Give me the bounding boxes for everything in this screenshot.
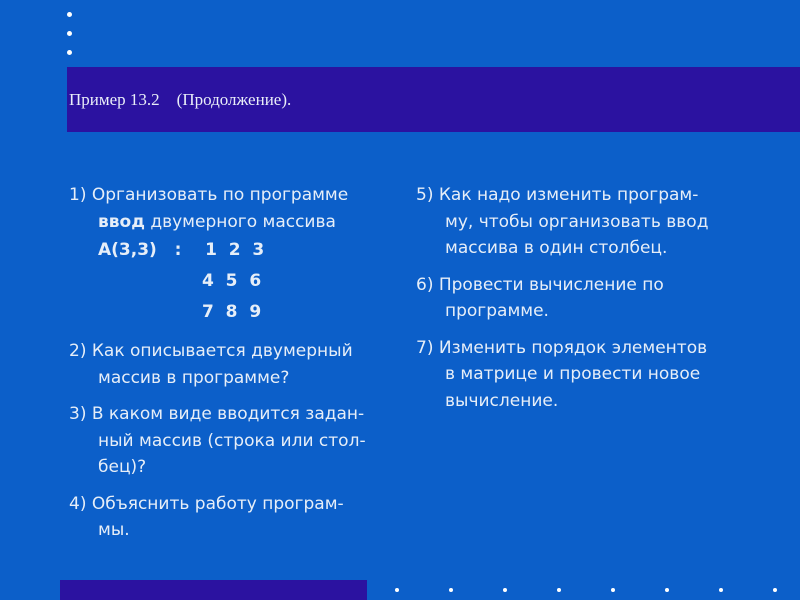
task-4-line-2: мы. <box>98 520 130 540</box>
task-3-line-2: ный массив (строка или стол- <box>98 430 366 451</box>
task-7-line-3: вычисление. <box>445 390 559 411</box>
task-3-line-3: бец)? <box>98 457 147 477</box>
bottom-bar <box>60 580 367 600</box>
task-item-4 <box>69 491 389 544</box>
task-item-3 <box>69 401 389 481</box>
decor-dot <box>449 588 453 592</box>
title-bar <box>67 67 800 132</box>
decor-dot <box>503 588 507 592</box>
matrix-row-3 <box>69 297 389 328</box>
task-7-line-2: в матрице и провести новое <box>445 364 701 384</box>
task-item-1 <box>69 182 389 328</box>
decor-dot <box>719 588 723 592</box>
decor-dot <box>773 588 777 592</box>
matrix-values-row-2: 4 5 6 <box>202 271 262 291</box>
task-5-line-1: 5) Как надо изменить програм- <box>416 185 699 205</box>
task-3-line-1: 3) В каком виде вводится задан- <box>69 404 365 424</box>
decorative-dots-bottom <box>395 588 800 596</box>
decor-dot <box>665 588 669 592</box>
task-2-line-2: массив в программе? <box>98 367 290 388</box>
right-column <box>416 182 776 424</box>
task-item-2 <box>69 338 389 391</box>
task-1-line-1: 1) Организовать по программе <box>69 185 349 205</box>
task-7-line-1: 7) Изменить порядок элементов <box>416 337 708 358</box>
task-item-6 <box>416 272 776 325</box>
task-item-5 <box>416 182 776 262</box>
decorative-dots-top <box>67 8 77 58</box>
matrix-row-1 <box>69 235 389 266</box>
matrix-label: А(3,3) : <box>98 240 182 260</box>
decor-dot <box>67 50 72 55</box>
slide-title: Пример 13.2 (Продолжение). <box>69 89 292 109</box>
decor-dot <box>611 588 615 592</box>
matrix-values-row-3: 7 8 9 <box>202 302 262 322</box>
decor-dot <box>67 12 72 17</box>
task-1-line-2 <box>69 209 389 236</box>
task-item-7 <box>416 335 776 415</box>
decor-dot <box>557 588 561 592</box>
task-1-line-2-rest: двумерного массива <box>144 211 336 232</box>
decor-dot <box>67 31 72 36</box>
task-5-line-2: му, чтобы организовать ввод <box>445 211 709 232</box>
task-5-line-3: массива в один столбец. <box>445 238 668 258</box>
task-4-line-1: 4) Объяснить работу програм- <box>69 493 344 514</box>
left-column <box>69 182 389 554</box>
matrix-row-2 <box>69 266 389 297</box>
matrix-values-row-1: 1 2 3 <box>205 240 265 260</box>
task-1-bold-word: ввод <box>98 211 145 232</box>
task-2-line-1: 2) Как описывается двумерный <box>69 341 353 361</box>
task-6-line-2: программе. <box>445 301 549 321</box>
task-6-line-1: 6) Провести вычисление по <box>416 274 664 295</box>
decor-dot <box>395 588 399 592</box>
